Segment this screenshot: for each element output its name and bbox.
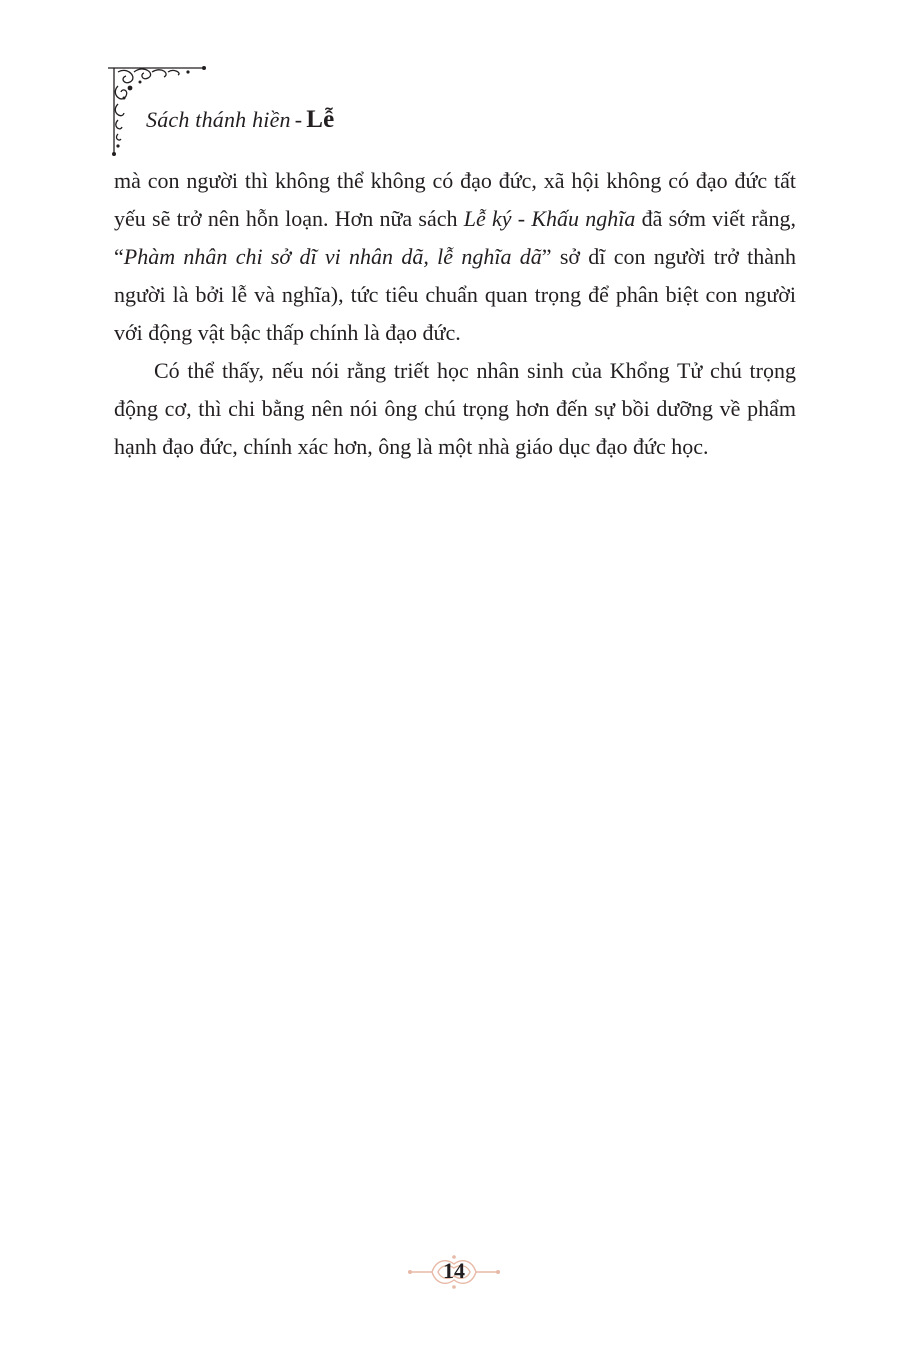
page-number-block xyxy=(408,1254,500,1290)
book-title: Sách thánh hiền xyxy=(146,107,291,132)
page-number: 14 xyxy=(443,1258,465,1283)
book-reference: Lễ ký - Khấu nghĩa xyxy=(463,206,636,231)
chapter-title: Lễ xyxy=(306,106,335,133)
running-head xyxy=(146,106,334,134)
title-separator: - xyxy=(294,107,303,132)
text-run: đã sớm viết rằng, “ xyxy=(114,206,796,269)
paragraph xyxy=(114,162,796,352)
paragraph: Có thể thấy, nếu nói rằng triết học nhân sinh của Khổng Tử chú trọng động cơ, thì chi bằng nên nói ông chú trọng hơn đến sự bồi dưỡng về phẩm hạnh đạo đức, chính xác hơn, ông là một nhà giáo dục đạo đức học. xyxy=(114,358,796,459)
text-run: mà con người thì không thể không có đạo đức, xã hội không có đạo đức tất yếu sẽ trở nên hỗn loạn. Hơn nữa sách xyxy=(114,168,796,231)
body-text xyxy=(114,162,796,466)
quotation: Phàm nhân chi sở dĩ vi nhân dã, lễ nghĩa dã xyxy=(123,244,542,269)
text-run: ” sở dĩ con người trở thành người là bởi lễ và nghĩa), tức tiêu chuẩn quan trọng để phân biệt con người với động vật bậc thấp chính là đạo đức. xyxy=(114,244,796,345)
